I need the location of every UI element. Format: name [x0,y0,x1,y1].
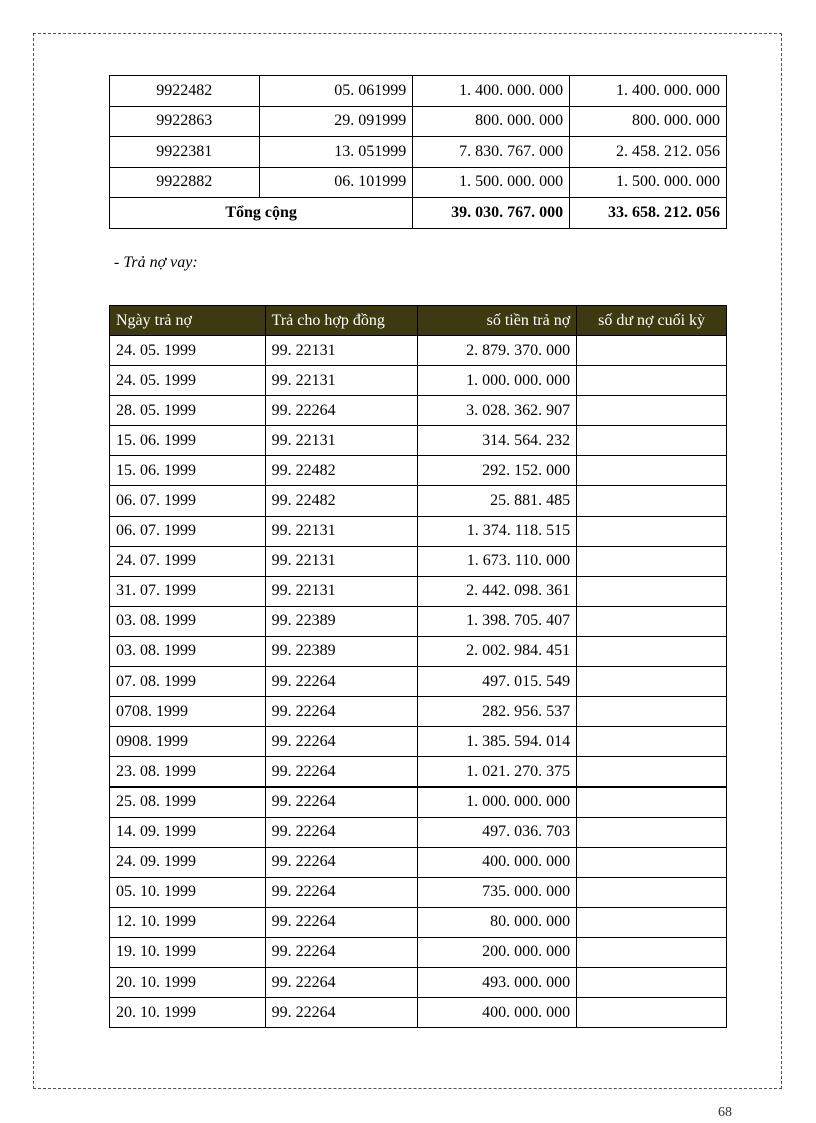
date-cell: 13. 051999 [259,137,413,168]
repayment-date-cell: 25. 08. 1999 [110,787,266,817]
contract-cell: 99. 22131 [265,576,418,606]
loan-table-body [110,336,727,1028]
contract-cell: 99. 22131 [265,366,418,396]
amount-cell: 80. 000. 000 [418,907,577,937]
end-balance-cell [577,877,727,907]
table-row [110,336,727,366]
end-balance-cell [577,787,727,817]
table-row [110,757,727,787]
table-row [110,426,727,456]
table-row [110,877,727,907]
amount-cell: 800. 000. 000 [413,106,570,137]
contract-cell: 99. 22264 [265,697,418,727]
repayment-date-cell: 20. 10. 1999 [110,967,266,997]
amount-cell: 200. 000. 000 [418,937,577,967]
contract-summary-table [109,75,727,229]
amount-cell: 1. 673. 110. 000 [418,546,577,576]
loan-repayment-table [109,305,727,1028]
repayment-date-cell: 15. 06. 1999 [110,456,266,486]
contract-number-cell: 9922482 [110,76,260,107]
amount-cell: 1. 000. 000. 000 [418,787,577,817]
table-row [110,847,727,877]
end-balance-cell [577,847,727,877]
repayment-date-cell: 0908. 1999 [110,727,266,757]
amount-cell: 2. 442. 098. 361 [418,576,577,606]
table-row [110,396,727,426]
amount-cell: 2. 002. 984. 451 [418,636,577,666]
table-row [110,456,727,486]
contract-cell: 99. 22389 [265,636,418,666]
date-cell: 29. 091999 [259,106,413,137]
amount-cell: 735. 000. 000 [418,877,577,907]
end-balance-cell [577,697,727,727]
table-row [110,907,727,937]
total-label-cell: Tổng cộng [110,198,413,229]
repayment-date-cell: 03. 08. 1999 [110,606,266,636]
contract-cell: 99. 22482 [265,456,418,486]
repayment-date-cell: 12. 10. 1999 [110,907,266,937]
table-row [110,137,727,168]
amount-cell: 1. 398. 705. 407 [418,606,577,636]
table-row [110,106,727,137]
contract-cell: 99. 22264 [265,727,418,757]
repayment-date-cell: 31. 07. 1999 [110,576,266,606]
table-row [110,576,727,606]
end-balance-cell [577,426,727,456]
amount-cell: 1. 385. 594. 014 [418,727,577,757]
end-balance-cell [577,576,727,606]
total-row [110,198,727,229]
total-amount-cell: 39. 030. 767. 000 [413,198,570,229]
repayment-date-cell: 28. 05. 1999 [110,396,266,426]
balance-cell: 2. 458. 212. 056 [570,137,727,168]
end-balance-cell [577,456,727,486]
amount-cell: 1. 374. 118. 515 [418,516,577,546]
repayment-date-cell: 24. 09. 1999 [110,847,266,877]
amount-cell: 7. 830. 767. 000 [413,137,570,168]
repayment-date-cell: 07. 08. 1999 [110,667,266,697]
page-number: 68 [718,1105,732,1120]
header-end-balance: số dư nợ cuối kỳ [577,306,727,336]
contract-cell: 99. 22264 [265,998,418,1028]
table-row [110,667,727,697]
repayment-date-cell: 06. 07. 1999 [110,486,266,516]
amount-cell: 2. 879. 370. 000 [418,336,577,366]
repayment-date-cell: 23. 08. 1999 [110,757,266,787]
repayment-date-cell: 06. 07. 1999 [110,516,266,546]
contract-cell: 99. 22264 [265,847,418,877]
date-cell: 06. 101999 [259,167,413,198]
amount-cell: 1. 000. 000. 000 [418,366,577,396]
end-balance-cell [577,998,727,1028]
end-balance-cell [577,907,727,937]
end-balance-cell [577,366,727,396]
repayment-date-cell: 19. 10. 1999 [110,937,266,967]
contract-cell: 99. 22264 [265,667,418,697]
table-row [110,366,727,396]
amount-cell: 493. 000. 000 [418,967,577,997]
table-row [110,937,727,967]
end-balance-cell [577,817,727,847]
header-amount: số tiền trả nợ [418,306,577,336]
amount-cell: 314. 564. 232 [418,426,577,456]
table-row [110,516,727,546]
contract-cell: 99. 22264 [265,907,418,937]
contract-cell: 99. 22264 [265,396,418,426]
repayment-date-cell: 03. 08. 1999 [110,636,266,666]
balance-cell: 800. 000. 000 [570,106,727,137]
contract-number-cell: 9922381 [110,137,260,168]
repayment-date-cell: 0708. 1999 [110,697,266,727]
header-repayment-date: Ngày trả nợ [110,306,266,336]
amount-cell: 1. 021. 270. 375 [418,757,577,787]
table-row [110,998,727,1028]
table-row [110,787,727,817]
section-heading: - Trả nợ vay: [114,254,198,271]
end-balance-cell [577,516,727,546]
end-balance-cell [577,967,727,997]
table-row [110,167,727,198]
amount-cell: 400. 000. 000 [418,847,577,877]
total-balance-cell: 33. 658. 212. 056 [570,198,727,229]
table-row [110,606,727,636]
end-balance-cell [577,667,727,697]
contract-cell: 99. 22264 [265,877,418,907]
amount-cell: 3. 028. 362. 907 [418,396,577,426]
end-balance-cell [577,757,727,787]
end-balance-cell [577,727,727,757]
amount-cell: 282. 956. 537 [418,697,577,727]
table-row [110,636,727,666]
table-row [110,817,727,847]
amount-cell: 400. 000. 000 [418,998,577,1028]
contract-number-cell: 9922882 [110,167,260,198]
contract-cell: 99. 22264 [265,967,418,997]
contract-cell: 99. 22264 [265,937,418,967]
contract-cell: 99. 22264 [265,787,418,817]
contract-cell: 99. 22131 [265,426,418,456]
table-row [110,546,727,576]
end-balance-cell [577,486,727,516]
repayment-date-cell: 24. 05. 1999 [110,336,266,366]
contract-cell: 99. 22131 [265,336,418,366]
contract-cell: 99. 22389 [265,606,418,636]
table-row [110,697,727,727]
balance-cell: 1. 500. 000. 000 [570,167,727,198]
table-row [110,76,727,107]
date-cell: 05. 061999 [259,76,413,107]
repayment-date-cell: 24. 05. 1999 [110,366,266,396]
table-row [110,486,727,516]
amount-cell: 292. 152. 000 [418,456,577,486]
contract-cell: 99. 22264 [265,757,418,787]
amount-cell: 497. 015. 549 [418,667,577,697]
loan-table-header-row [110,306,727,336]
balance-cell: 1. 400. 000. 000 [570,76,727,107]
end-balance-cell [577,937,727,967]
end-balance-cell [577,606,727,636]
table-row [110,727,727,757]
amount-cell: 497. 036. 703 [418,817,577,847]
contract-cell: 99. 22264 [265,817,418,847]
amount-cell: 25. 881. 485 [418,486,577,516]
end-balance-cell [577,396,727,426]
end-balance-cell [577,546,727,576]
amount-cell: 1. 400. 000. 000 [413,76,570,107]
end-balance-cell [577,636,727,666]
repayment-date-cell: 14. 09. 1999 [110,817,266,847]
repayment-date-cell: 24. 07. 1999 [110,546,266,576]
end-balance-cell [577,336,727,366]
header-contract: Trả cho hợp đồng [265,306,418,336]
repayment-date-cell: 05. 10. 1999 [110,877,266,907]
amount-cell: 1. 500. 000. 000 [413,167,570,198]
table-row [110,967,727,997]
repayment-date-cell: 20. 10. 1999 [110,998,266,1028]
contract-cell: 99. 22131 [265,516,418,546]
contract-cell: 99. 22131 [265,546,418,576]
contract-summary-body [110,76,727,229]
contract-number-cell: 9922863 [110,106,260,137]
contract-cell: 99. 22482 [265,486,418,516]
repayment-date-cell: 15. 06. 1999 [110,426,266,456]
